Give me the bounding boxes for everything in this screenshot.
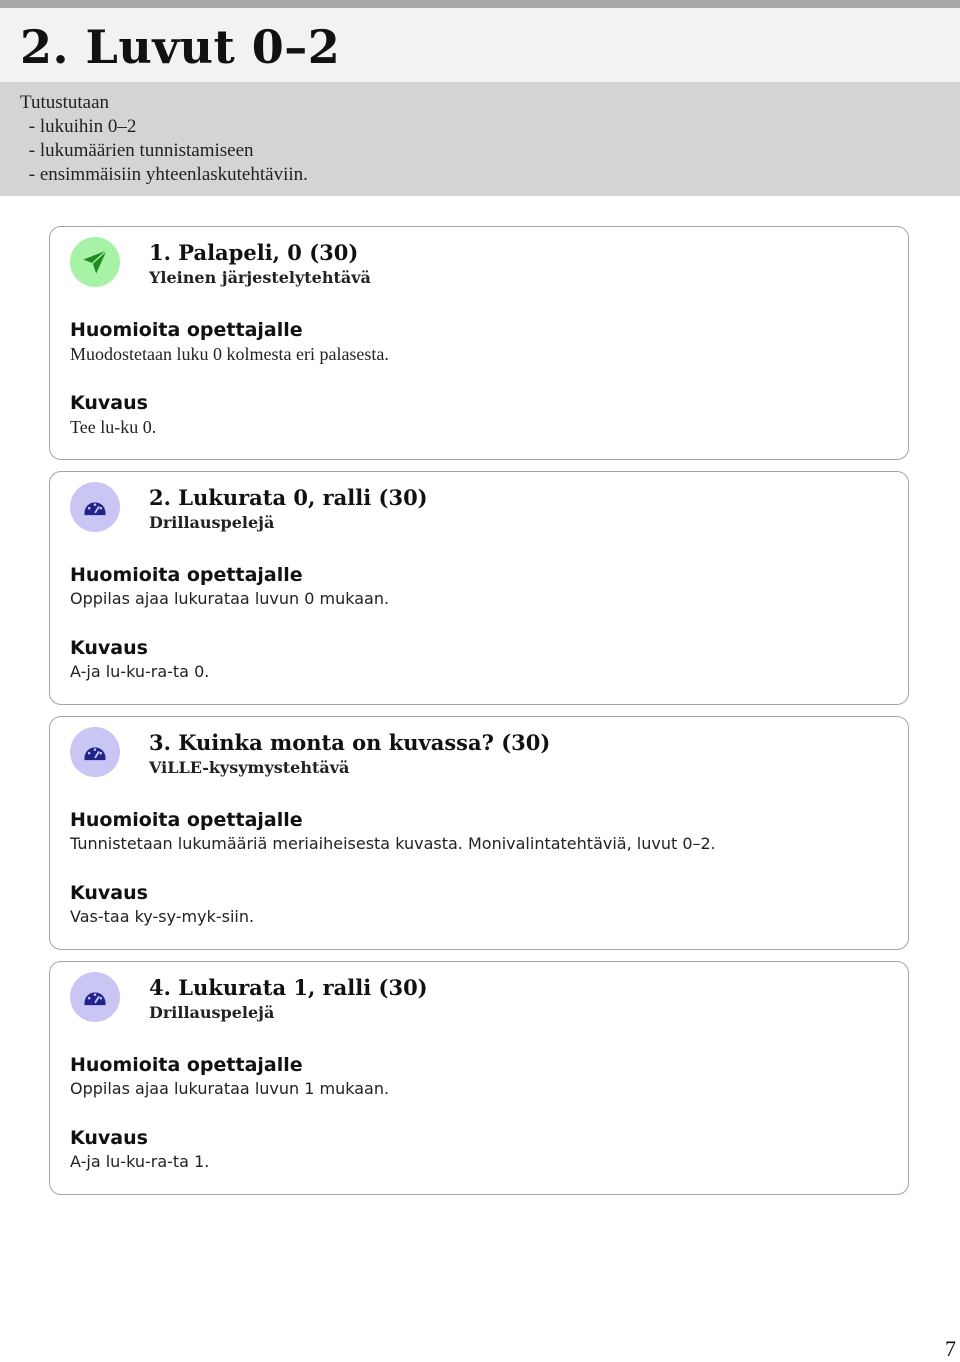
description-label: Kuvaus [70, 882, 148, 904]
description-label: Kuvaus [70, 1127, 148, 1149]
notes-text: Muodostetaan luku 0 kolmesta eri palasesta. [70, 344, 389, 364]
task-icon-badge [70, 482, 120, 532]
intro-box [0, 82, 960, 196]
task-title: 4. Lukurata 1, ralli (30) [149, 975, 428, 1000]
description-text: Tee lu-ku 0. [70, 417, 157, 437]
task-card-4[interactable] [49, 961, 909, 1195]
speedometer-icon [81, 738, 109, 766]
task-title: 1. Palapeli, 0 (30) [149, 240, 359, 265]
description-label: Kuvaus [70, 392, 148, 414]
paper-plane-icon [81, 248, 109, 276]
description-text: A-ja lu-ku-ra-ta 0. [70, 662, 210, 681]
task-type: Drillauspelejä [149, 1003, 275, 1022]
task-card-2[interactable] [49, 471, 909, 705]
description-label: Kuvaus [70, 637, 148, 659]
page-title: 2. Luvut 0–2 [20, 20, 341, 74]
title-band [0, 8, 960, 82]
task-type: Yleinen järjestelytehtävä [149, 268, 371, 287]
intro-item: - lukuihin 0–2 [24, 116, 137, 137]
task-type: Drillauspelejä [149, 513, 275, 532]
notes-label: Huomioita opettajalle [70, 809, 303, 831]
task-icon-badge [70, 972, 120, 1022]
task-title: 3. Kuinka monta on kuvassa? (30) [149, 730, 551, 755]
notes-text: Oppilas ajaa lukurataa luvun 0 mukaan. [70, 589, 390, 608]
task-icon-badge [70, 237, 120, 287]
notes-text: Oppilas ajaa lukurataa luvun 1 mukaan. [70, 1079, 390, 1098]
description-text: Vas-taa ky-sy-myk-siin. [70, 907, 255, 926]
notes-label: Huomioita opettajalle [70, 319, 303, 341]
task-icon-badge [70, 727, 120, 777]
page-number: 7 [945, 1336, 956, 1361]
notes-label: Huomioita opettajalle [70, 1054, 303, 1076]
speedometer-icon [81, 493, 109, 521]
task-title: 2. Lukurata 0, ralli (30) [149, 485, 428, 510]
intro-lead: Tutustutaan [20, 92, 110, 113]
intro-item: - ensimmäisiin yhteenlaskutehtäviin. [24, 164, 308, 185]
task-type: ViLLE-kysymystehtävä [149, 758, 350, 777]
description-text: A-ja lu-ku-ra-ta 1. [70, 1152, 210, 1171]
speedometer-icon [81, 983, 109, 1011]
task-card-1[interactable] [49, 226, 909, 460]
top-rule [0, 0, 960, 8]
task-card-3[interactable] [49, 716, 909, 950]
intro-item: - lukumäärien tunnistamiseen [24, 140, 254, 161]
notes-text: Tunnistetaan lukumääriä meriaiheisesta kuvasta. Monivalintatehtäviä, luvut 0–2. [70, 834, 716, 853]
notes-label: Huomioita opettajalle [70, 564, 303, 586]
